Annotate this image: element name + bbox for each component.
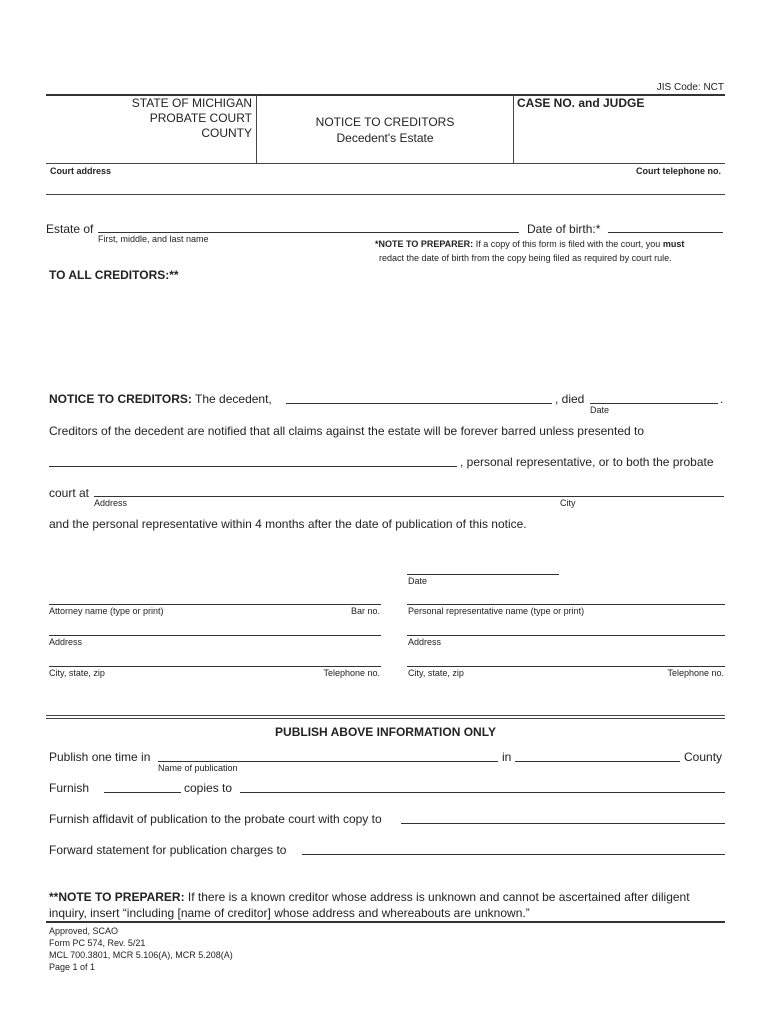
- publish-heading: PUBLISH ABOVE INFORMATION ONLY: [275, 725, 496, 739]
- header-divider-right: [513, 95, 514, 163]
- case-no-label: CASE NO. and JUDGE: [517, 96, 645, 110]
- pr-text: , personal representative, or to both the probate: [460, 455, 714, 469]
- attorney-city-label: City, state, zip: [49, 668, 105, 678]
- pr-name-line[interactable]: [407, 604, 725, 605]
- forward-field[interactable]: [302, 854, 725, 855]
- publication-name-field[interactable]: [158, 761, 498, 762]
- note2-line2: inquiry, insert “including [name of creditor] whose address and whereabouts are unknown.”: [49, 906, 530, 920]
- pr-name-field[interactable]: [49, 466, 457, 467]
- pr-phone-label: Telephone no.: [667, 668, 724, 678]
- to-all-creditors: TO ALL CREDITORS:**: [49, 268, 179, 282]
- footer-form: Form PC 574, Rev. 5/21: [49, 938, 146, 948]
- jis-code: JIS Code: NCT: [656, 82, 724, 93]
- estate-of-label: Estate of: [46, 222, 94, 236]
- copies-to-label: copies to: [184, 781, 233, 795]
- affidavit-label: Furnish affidavit of publication to the probate court with copy to: [49, 812, 382, 826]
- pr-address-field[interactable]: [407, 635, 725, 636]
- note2-text: If there is a known creditor whose address is unknown and cannot be ascertained after diligent: [187, 890, 690, 904]
- name-caption: First, middle, and last name: [98, 234, 209, 244]
- dob-note-prefix: *NOTE TO PREPARER:: [375, 239, 474, 249]
- dob-label: Date of birth:*: [527, 222, 601, 236]
- copies-to-field[interactable]: [240, 792, 725, 793]
- address-caption: Address: [94, 498, 128, 508]
- county-label-publish: County: [684, 750, 723, 764]
- signature-date-field[interactable]: [407, 574, 559, 575]
- pr-city-label: City, state, zip: [408, 668, 464, 678]
- footer-border: [46, 921, 725, 923]
- pr-address-label: Address: [408, 637, 442, 647]
- dob-note-text: If a copy of this form is filed with the court, you: [475, 239, 661, 249]
- form-title-block: [257, 114, 513, 146]
- city-caption: City: [560, 498, 576, 508]
- publication-name-caption: Name of publication: [158, 763, 238, 773]
- attorney-address-field[interactable]: [49, 635, 381, 636]
- bar-no-label: Bar no.: [350, 606, 380, 616]
- signature-date-label: Date: [408, 576, 428, 586]
- footer-approved: Approved, SCAO: [49, 926, 119, 936]
- state-name: STATE OF MICHIGAN: [131, 96, 252, 110]
- dob-note: [375, 239, 684, 249]
- in-label: in: [502, 750, 512, 764]
- publish-divider-bottom: [46, 718, 725, 719]
- footer-block: [49, 925, 233, 973]
- court-at-field[interactable]: [94, 496, 724, 497]
- county-label: COUNTY: [201, 126, 252, 140]
- form-subtitle: Decedent's Estate: [336, 131, 434, 145]
- pr-city-field[interactable]: [407, 666, 725, 667]
- footer-mcl: MCL 700.3801, MCR 5.106(A), MCR 5.208(A): [49, 950, 233, 960]
- footer-page: Page 1 of 1: [49, 962, 96, 972]
- court-block: [46, 96, 252, 141]
- court-at-label: court at: [49, 486, 90, 500]
- death-date-field[interactable]: [590, 403, 718, 404]
- note2-prefix: **NOTE TO PREPARER:: [49, 890, 185, 904]
- copies-count-field[interactable]: [104, 792, 181, 793]
- final-line: and the personal representative within 4 months after the date of publication of this notice.: [49, 517, 527, 531]
- court-address-label: Court address: [50, 166, 112, 176]
- attorney-name-label: Attorney name (type or print): [49, 606, 164, 616]
- note2-line1: [49, 890, 690, 904]
- estate-name-field[interactable]: [98, 232, 519, 233]
- publish-divider-top: [46, 715, 725, 716]
- pr-name-label: Personal representative name (type or print): [408, 606, 585, 616]
- header-bottom-border: [46, 163, 725, 164]
- forward-label: Forward statement for publication charges to: [49, 843, 287, 857]
- creditors-line: Creditors of the decedent are notified that all claims against the estate will be forever barred unless presented to: [49, 424, 645, 438]
- publish-one-time-label: Publish one time in: [49, 750, 151, 764]
- address-bottom-border: [46, 194, 725, 195]
- decedent-name-field[interactable]: [286, 403, 552, 404]
- court-name: PROBATE COURT: [149, 111, 252, 125]
- affidavit-field[interactable]: [401, 823, 725, 824]
- dob-field[interactable]: [608, 232, 723, 233]
- dob-note-must: must: [662, 239, 685, 249]
- date-caption: Date: [590, 405, 610, 415]
- dob-note-line2: redact the date of birth from the copy being filed as required by court rule.: [379, 253, 672, 263]
- court-phone-label: Court telephone no.: [636, 166, 721, 176]
- furnish-label: Furnish: [49, 781, 90, 795]
- decedent-text: The decedent,: [195, 392, 272, 406]
- attorney-phone-label: Telephone no.: [323, 668, 380, 678]
- county-field[interactable]: [515, 761, 680, 762]
- attorney-name-field[interactable]: [49, 604, 381, 605]
- attorney-address-label: Address: [49, 637, 83, 647]
- attorney-city-field[interactable]: [49, 666, 381, 667]
- period: .: [720, 392, 724, 406]
- notice-lead: [49, 392, 272, 406]
- died-text: , died: [555, 392, 585, 406]
- notice-label: NOTICE TO CREDITORS:: [49, 392, 192, 406]
- form-title: NOTICE TO CREDITORS: [315, 115, 455, 129]
